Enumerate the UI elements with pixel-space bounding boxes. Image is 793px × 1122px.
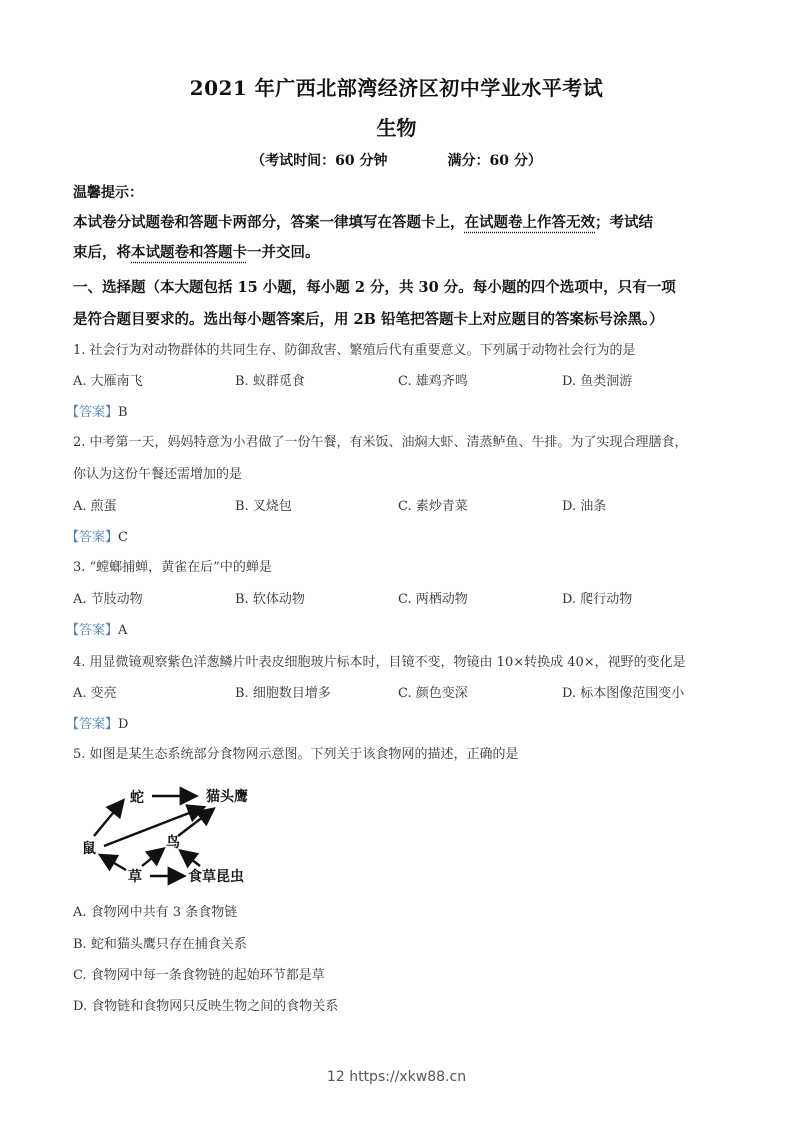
option-c: C. 素炒青菜: [398, 499, 468, 514]
option-a: A. 变亮: [73, 686, 117, 701]
question-5-option-b: B. 蛇和猫头鹰只存在捕食关系: [73, 937, 247, 952]
question-4-answer: [66, 713, 128, 732]
question-2-answer: [66, 526, 128, 545]
option-c: C. 雄鸡齐鸣: [398, 374, 468, 389]
footer-link[interactable]: https://xkw88.cn: [349, 1069, 467, 1085]
question-2-stem: 2. 中考第一天，妈妈特意为小君做了一份午餐，有米饭、油焖大虾、清蒸鲈鱼、牛排。为了实现合理膳食，: [73, 435, 688, 450]
node-grass: 草: [128, 869, 142, 885]
tips-line2-a: 束后，将: [73, 244, 131, 261]
answer-value: A: [118, 623, 128, 638]
section-line2: 是符合题目要求的。选出每小题答案后，用 2B 铅笔把答题卡上对应题目的答案标号涂黑。）: [73, 311, 664, 328]
exam-subject: 生物: [376, 116, 417, 140]
exam-meta: [0, 150, 793, 170]
exam-title: 2021 年广西北部湾经济区初中学业水平考试: [189, 76, 604, 100]
option-d: D. 标本图像范围变小: [562, 686, 685, 701]
node-snake: 蛇: [130, 790, 144, 806]
question-5-stem: 5. 如图是某生态系统部分食物网示意图。下列关于该食物网的描述，正确的是: [73, 747, 519, 762]
page-footer: [0, 1069, 793, 1085]
answer-label: 【答案】: [66, 623, 119, 638]
exam-score: 满分：60 分）: [447, 153, 542, 169]
tips-line1-b: ；考试结: [595, 214, 653, 231]
question-1-stem: 1. 社会行为对动物群体的共同生存、防御敌害、繁殖后代有重要意义。下列属于动物社会行为的是: [73, 343, 636, 358]
option-a: A. 节肢动物: [73, 592, 143, 607]
option-b: B. 蚁群觅食: [235, 374, 305, 389]
question-3-options: [73, 588, 733, 610]
option-a: A. 煎蛋: [73, 499, 117, 514]
tips-line1-a: 本试卷分试题卷和答题卡两部分，答案一律填写在答题卡上，: [73, 214, 465, 231]
food-web-diagram: [66, 778, 266, 888]
question-3-stem: 3. “螳螂捕蝉，黄雀在后”中的蝉是: [73, 560, 272, 575]
question-5-option-d: D. 食物链和食物网只反映生物之间的食物关系: [73, 999, 339, 1014]
answer-value: D: [118, 717, 129, 732]
page-number: 12: [326, 1069, 345, 1085]
option-b: B. 细胞数目增多: [235, 686, 331, 701]
option-c: C. 颜色变深: [398, 686, 468, 701]
option-d: D. 鱼类洄游: [562, 374, 633, 389]
question-2-stem-cont: 你认为这份午餐还需增加的是: [73, 467, 243, 482]
option-c: C. 两栖动物: [398, 592, 468, 607]
option-d: D. 爬行动物: [562, 592, 633, 607]
question-1-options: [73, 370, 733, 392]
answer-value: C: [118, 530, 128, 545]
question-4-options: [73, 682, 733, 704]
question-4-stem: 4. 用显微镜观察紫色洋葱鳞片叶表皮细胞玻片标本时，目镜不变，物镜由 10×转换成 40×，视野的变化是: [73, 655, 686, 670]
option-a: A. 大雁南飞: [73, 374, 143, 389]
tips-text: [73, 208, 733, 268]
node-bird: 鸟: [166, 835, 180, 851]
option-b: B. 软体动物: [235, 592, 305, 607]
section-heading: [73, 272, 733, 336]
exam-time: （考试时间：60 分钟: [251, 153, 388, 169]
answer-label: 【答案】: [66, 717, 119, 732]
answer-value: B: [118, 405, 128, 420]
node-insect: 食草昆虫: [188, 869, 244, 885]
question-1-answer: [66, 401, 128, 420]
node-mouse: 鼠: [82, 841, 96, 857]
question-3-answer: [66, 619, 127, 638]
question-5-option-a: A. 食物网中共有 3 条食物链: [73, 905, 238, 920]
section-line1: 一、选择题（本大题包括 15 小题，每小题 2 分，共 30 分。每小题的四个选项中，只有一项: [73, 279, 676, 296]
tips-title: 温馨提示：: [73, 185, 143, 201]
question-2-options: [73, 495, 733, 517]
option-d: D. 油条: [562, 499, 607, 514]
question-5-option-c: C. 食物网中每一条食物链的起始环节都是草: [73, 968, 325, 983]
answer-label: 【答案】: [66, 405, 119, 420]
tips-line2-b: 一并交回。: [247, 244, 320, 261]
tips-emphasis-1: 在试题卷上作答无效: [464, 214, 595, 231]
answer-label: 【答案】: [66, 530, 119, 545]
option-b: B. 叉烧包: [235, 499, 292, 514]
tips-emphasis-2: 本试题卷和答题卡: [131, 244, 247, 261]
node-owl: 猫头鹰: [206, 789, 248, 805]
